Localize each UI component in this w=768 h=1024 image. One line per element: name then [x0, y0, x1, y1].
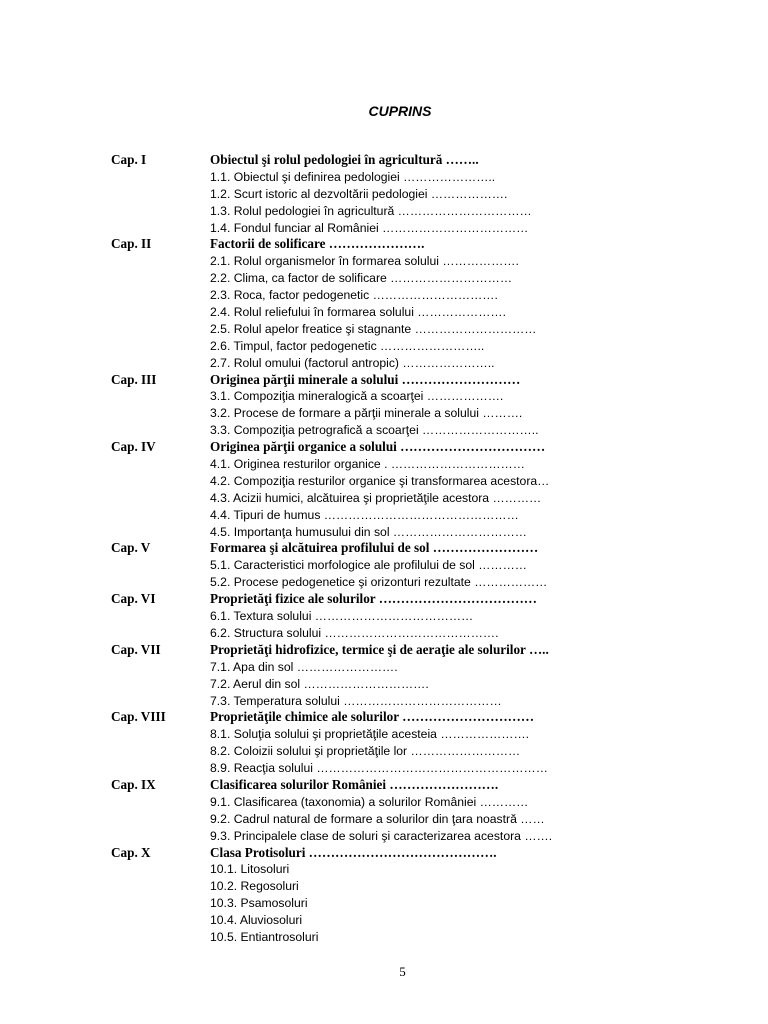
chapter-label: Cap. IV — [111, 439, 156, 455]
section-row — [0, 557, 768, 574]
section-row — [0, 794, 768, 811]
chapter-row — [0, 591, 768, 608]
section-entry: 9.1. Clasificarea (taxonomia) a solurilor României ………… — [210, 794, 529, 809]
section-entry: 10.5. Entiantrosoluri — [210, 929, 319, 944]
section-row — [0, 574, 768, 591]
section-row — [0, 625, 768, 642]
chapter-title: Proprietăţi fizice ale solurilor ……………………………… — [210, 591, 537, 607]
section-row — [0, 270, 768, 287]
chapter-title: Proprietăţi hidrofizice, termice şi de aeraţie ale solurilor ….. — [210, 641, 549, 657]
section-row — [0, 895, 768, 912]
section-row — [0, 338, 768, 355]
section-row — [0, 693, 768, 710]
page-title: CUPRINS — [368, 103, 432, 119]
section-entry: 2.6. Timpul, factor pedogenetic …………………….. — [210, 338, 485, 353]
chapter-row — [0, 236, 768, 253]
section-entry: 10.2. Regosoluri — [210, 879, 299, 894]
section-row — [0, 490, 768, 507]
section-entry: 1.3. Rolul pedologiei în agricultură …………………………… — [210, 203, 532, 218]
section-entry: 5.1. Caracteristici morfologice ale profilului de sol ………… — [210, 558, 527, 573]
section-entry: 4.4. Tipuri de humus ………………………………………… — [210, 507, 519, 522]
section-entry: 2.2. Clima, ca factor de solificare ………………………… — [210, 271, 513, 286]
section-entry: 10.4. Aluviosoluri — [210, 913, 303, 928]
section-row — [0, 220, 768, 237]
section-entry: 1.1. Obiectul şi definirea pedologiei ………………….. — [210, 169, 496, 184]
section-entry: 4.5. Importanţa humusului din sol …………………………… — [210, 524, 527, 539]
section-row — [0, 287, 768, 304]
section-row — [0, 321, 768, 338]
chapter-label: Cap. X — [111, 844, 151, 860]
chapter-title: Clasa Protisoluri ……………………………………. — [210, 844, 497, 860]
section-row — [0, 507, 768, 524]
section-row — [0, 929, 768, 946]
section-entry: 6.2. Structura solului ……………………………………. — [210, 625, 499, 640]
chapter-title: Factorii de solificare …………………. — [210, 236, 425, 252]
section-entry: 2.3. Roca, factor pedogenetic …………………………. — [210, 288, 498, 303]
chapter-label: Cap. III — [111, 371, 157, 387]
section-entry: 1.2. Scurt istoric al dezvoltării pedologiei ………………. — [210, 186, 508, 201]
chapter-label: Cap. IX — [111, 776, 156, 792]
section-entry: 2.1. Rolul organismelor în formarea solului ………………. — [210, 254, 519, 269]
chapter-row — [0, 439, 768, 456]
chapter-title: Clasificarea solurilor României ……………………. — [210, 776, 499, 792]
section-row — [0, 676, 768, 693]
section-entry: 4.2. Compoziţia resturilor organice şi transformarea acestora… — [210, 473, 550, 488]
section-row — [0, 726, 768, 743]
chapter-label: Cap. VII — [111, 641, 161, 657]
section-row — [0, 203, 768, 220]
chapter-row — [0, 642, 768, 659]
section-entry: 6.1. Textura solului ………………………………… — [210, 609, 474, 624]
chapter-title: Originea părţii organice a solului …………………………… — [210, 439, 546, 455]
chapter-title: Obiectul şi rolul pedologiei în agricultură …….. — [210, 152, 479, 167]
section-entry: 2.4. Rolul reliefului în formarea solului …………………. — [210, 305, 506, 320]
section-row — [0, 186, 768, 203]
chapter-label: Cap. VI — [111, 591, 156, 607]
section-row — [0, 473, 768, 490]
section-entry: 8.2. Coloizii solului şi proprietăţile lor ……………………… — [210, 744, 521, 759]
section-row — [0, 828, 768, 845]
chapter-row — [0, 709, 768, 726]
section-entry: 3.3. Compoziţia petrografică a scoarţei ……………………….. — [210, 423, 539, 438]
section-row — [0, 743, 768, 760]
section-entry: 1.4. Fondul funciar al României ……………………………… — [210, 220, 529, 235]
section-row — [0, 355, 768, 372]
chapter-row — [0, 777, 768, 794]
section-entry: 9.2. Cadrul natural de formare a solurilor din ţara noastră …… — [210, 811, 545, 826]
section-entry: 7.3. Temperatura solului ………………………………… — [210, 693, 502, 708]
section-entry: 9.3. Principalele clase de soluri şi caracterizarea acestora ……. — [210, 828, 553, 843]
section-row — [0, 388, 768, 405]
chapter-title: Originea părţii minerale a solului ……………………… — [210, 371, 521, 387]
chapter-label: Cap. II — [111, 236, 152, 252]
section-row — [0, 760, 768, 777]
chapter-label: Cap. I — [111, 152, 147, 167]
chapter-label: Cap. V — [111, 540, 151, 556]
section-row — [0, 456, 768, 473]
section-entry: 4.3. Acizii humici, alcătuirea şi proprietăţile acestora ………… — [210, 490, 542, 505]
chapter-title: Formarea şi alcătuirea profilului de sol …………………… — [210, 540, 539, 556]
section-entry: 4.1. Originea resturilor organice . …………………………… — [210, 457, 525, 472]
section-row — [0, 912, 768, 929]
table-of-contents — [0, 152, 768, 946]
section-row — [0, 169, 768, 186]
section-row — [0, 422, 768, 439]
section-row — [0, 405, 768, 422]
section-entry: 3.1. Compoziţia mineralogică a scoarţei ………………. — [210, 389, 504, 404]
section-row — [0, 811, 768, 828]
section-entry: 2.7. Rolul omului (factorul antropic) ………………….. — [210, 355, 495, 370]
section-row — [0, 608, 768, 625]
chapter-row — [0, 540, 768, 557]
section-row — [0, 878, 768, 895]
section-row — [0, 861, 768, 878]
page-number: 5 — [399, 964, 406, 979]
section-entry: 7.2. Aerul din sol …………………………. — [210, 676, 429, 691]
section-row — [0, 253, 768, 270]
section-entry: 10.1. Litosoluri — [210, 862, 290, 877]
section-entry: 7.1. Apa din sol ……………………. — [210, 659, 398, 674]
section-row — [0, 659, 768, 676]
section-entry: 3.2. Procese de formare a părţii minerale a solului ………. — [210, 406, 523, 421]
chapter-title: Proprietăţile chimice ale solurilor ………………………… — [210, 709, 535, 725]
section-entry: 5.2. Procese pedogenetice şi orizonturi rezultate ……………… — [210, 575, 548, 590]
section-entry: 8.1. Soluţia solului şi proprietăţile acesteia …………………. — [210, 727, 530, 742]
chapter-label: Cap. VIII — [111, 709, 166, 725]
section-entry: 2.5. Rolul apelor freatice şi stagnante ………………………… — [210, 321, 537, 336]
section-entry: 10.3. Psamosoluri — [210, 896, 308, 911]
chapter-row — [0, 372, 768, 389]
chapter-row — [0, 845, 768, 862]
section-entry: 8.9. Reacţia solului ………………………………………………… — [210, 761, 548, 776]
section-row — [0, 304, 768, 321]
chapter-row — [0, 152, 768, 169]
section-row — [0, 524, 768, 541]
